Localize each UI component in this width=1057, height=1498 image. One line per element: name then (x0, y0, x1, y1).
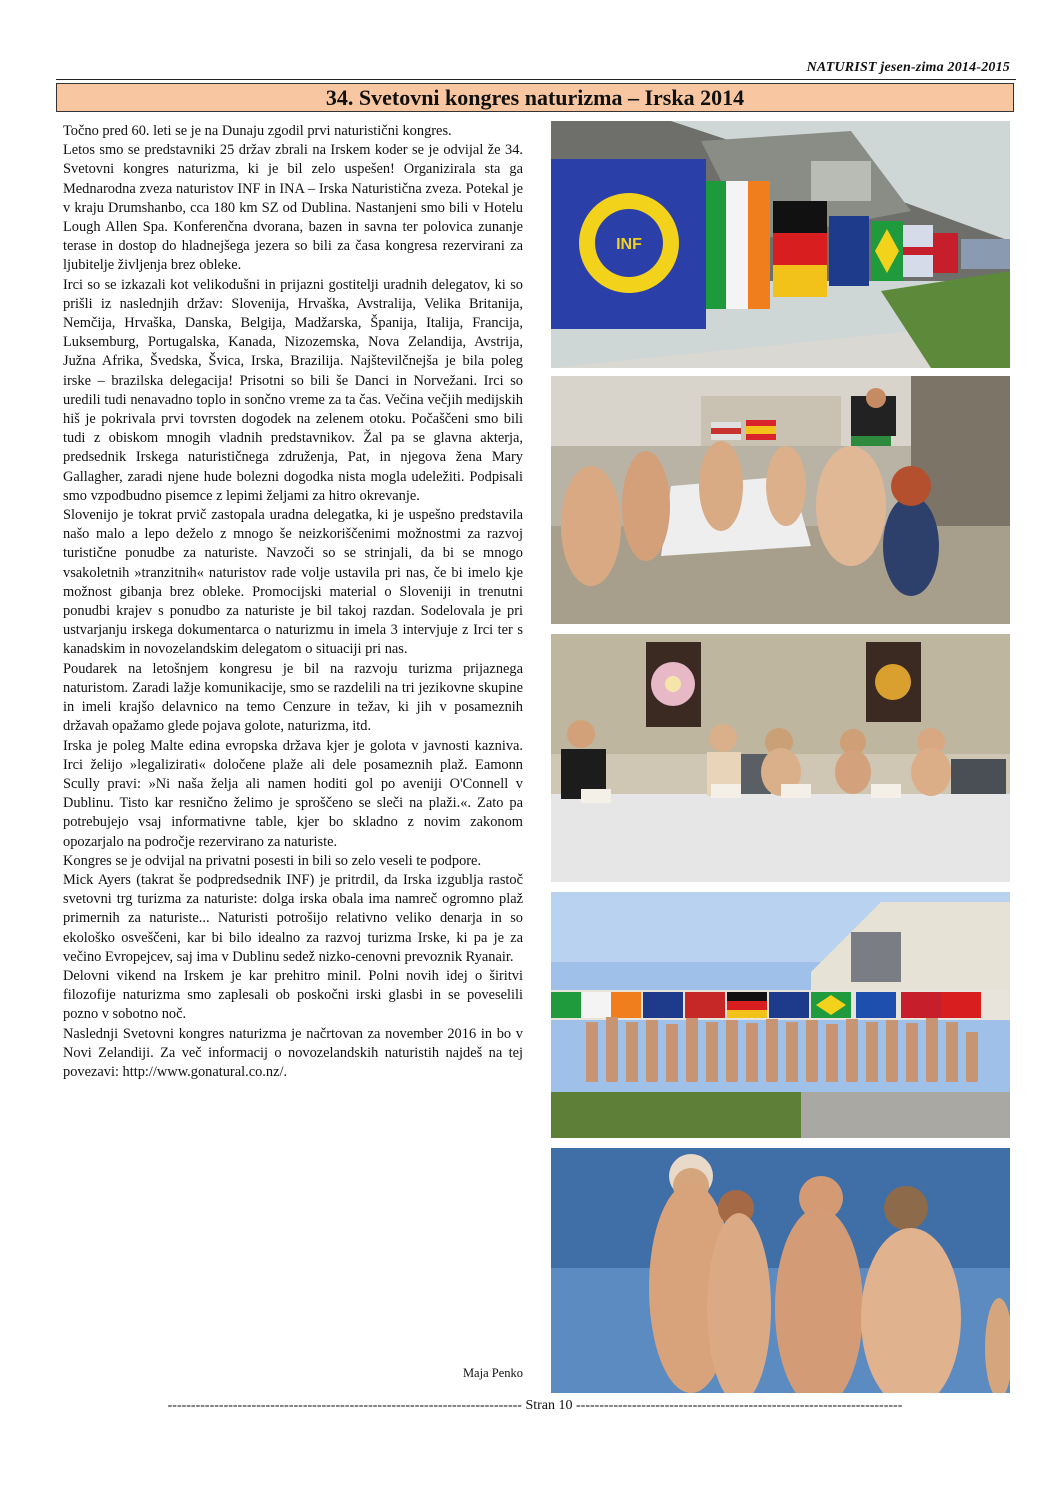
header-divider (56, 79, 1016, 80)
paragraph-ireland-law: Irska je poleg Malte edina evropska država kjer je golota v javnosti kazniva. Irci želijo »legalizirati« določene plaže ali dele posameznih plaž. Eamonn Scully pravi: »Ni naša želja ali namen hoditi gol po aveniji O'Connell v Dublinu. Tisto kar resnično želimo je sproščeno se sleči na plaži.«. Zato pa potrebujejo vsaj informativne table, kjer bo skladno z novim zakonom opozarjalo na področje rezervirano za naturiste. (63, 737, 523, 850)
page-number: Stran 10 (525, 1398, 573, 1413)
paragraph-next-congress: Naslednji Svetovni kongres naturizma je načrtovan za november 2016 in bo v Novi Zelandiji. Za več informacij o novozelandskih naturistih najdeš na tej povezavi: http://www.gonatural.co.nz/. (63, 1025, 523, 1080)
inf-flag-logo: INF (616, 236, 642, 253)
author-signature: Maja Penko (462, 1366, 523, 1380)
photo-flags-railing (551, 121, 1010, 368)
article-body (63, 122, 523, 1082)
paragraph-weekend: Delovni vikend na Irskem je kar prehitro minil. Polni novih idej o širitvi filozofije naturizma smo zaplesali ob poskočni irski glasbi in se poveselili pozno v sobotno noč. (63, 967, 523, 1023)
magazine-header: NATURIST jesen-zima 2014-2015 (806, 60, 1010, 75)
footer-dashes-right: ---------------------------------------------------------------------- (576, 1398, 903, 1413)
paragraph-intro: Točno pred 60. leti se je na Dunaju zgodil prvi naturistični kongres. (63, 123, 452, 139)
paragraph-market: Mick Ayers (takrat še podpredsednik INF) je pritrdil, da Irska izgublja rastoč svetovni trg turizma za naturiste: dolga irska obala ima namreč ogromno plaž primernih za naturiste... Naturisti potrošijo relativno veliko denarja in so ekološko osveščeni, kar bi bilo idealno za razvoj turizma Irske, ki pa je za večino Evropejcev, saj ima v Dublinu sedež nizko-cenovni prevoznik Ryanair. (63, 871, 523, 965)
page-footer (100, 1398, 970, 1414)
paragraph-private-estate: Kongres se je odvijal na privatni posesti in bili so zelo veseli te podpore. (63, 852, 482, 869)
article-title: 34. Svetovni kongres naturizma – Irska 2014 (56, 83, 1014, 112)
photo-delegates-table (551, 376, 1010, 624)
paragraph-hosts: Irci so se izkazali kot velikodušni in prijazni gostitelji uradnih delegatov, ki so prišli iz naslednjih držav: Slovenija, Hrvaška, Avstralija, Velika Britanija, Nemčija, Hrvaška, Danska, Belgija, Madžarska, Španija, Italija, Francija, Luksemburg, Portugalska, Kanada, Nizozemska, Nova Zelandija, Avstrija, Južna Afrika, Švedska, Švica, Irska, Brazilija. Najštevilčnejša je bila poleg irske – brazilska delegacija! Prisotni so bili še Danci in Norvežani. Irci so uredili tudi nenavadno toplo in sončno vreme za ta čas. Večina večjih medijskih hiš je pokrivala prvi tovrsten dogodek na zelenem otoku. Počaščeni smo bili tudi z obiskom mnogih vladnih predstavnikov. Žal pa se glavna akterja, predsednik Irskega naturističnega združenja, Pat, in njegova žena Mary Gallagher, zaradi njene hude bolezni dogodka nista mogla udeležiti. Podpisali smo vzpodbudno pisemce z lepimi željami za hitro okrevanje. (63, 276, 523, 504)
photo-group-outside (551, 892, 1010, 1138)
paragraph-slovenia: Slovenijo je tokrat prvič zastopala uradna delegatka, ki je uspešno predstavila našo malo a lepo deželo z mnogo še neizkoriščenimi možnostmi za razvoj turistične ponudbe za naturiste. Navzoči so se strinjali, da bi se mnogo vsakoletnih »tranzitnih« naturistov rade volje ustavila pri nas, če bi imelo kje možnost gibanja brez obleke. Promocijski material o Sloveniji in trenutni ponudbi krajev s ponudbo za naturiste je bil takoj razdan. Sodelovala je pri ustvarjanju irskega dokumentarca o naturizmu in imela 3 intervjuje z Irci ter s kanadskim in novozelandskim delegatom o situaciji pri nas. (63, 507, 523, 658)
paragraph-focus: Poudarek na letošnjem kongresu je bil na razvoju turizma prijaznega naturistom. Zaradi lažje komunikacije, smo se razdelili na tri jezikovne skupine in imeli krajšo delavnico na temo Cenzure in težav, ki jih v posameznih državah opažamo glede pojava golote, naturizma, itd. (63, 660, 523, 735)
photo-lake-group (551, 1148, 1010, 1393)
paragraph-congress: Letos smo se predstavniki 25 držav zbrali na Irskem koder se je odvijal že 34. Svetovni kongres naturizma, ki je bil zelo uspešen! Organizirala sta ga Mednarodna zveza naturistov INF in INA – Irska Naturistična zveza. Potekal je v kraju Drumshanbo, cca 180 km SZ od Dublina. Nastanjeni smo bili v Hotelu Lough Allen Spa. Konferenčna dvorana, bazen in savna ter polovica zunanje terase in dostop do hladnejšega jezera so bili za časa kongresa rezervirani za ljubitelje življenja brez obleke. (63, 142, 523, 274)
footer-dashes-left: ---------------------------------------------------------------------------- (167, 1398, 522, 1413)
photo-conference-room (551, 634, 1010, 882)
